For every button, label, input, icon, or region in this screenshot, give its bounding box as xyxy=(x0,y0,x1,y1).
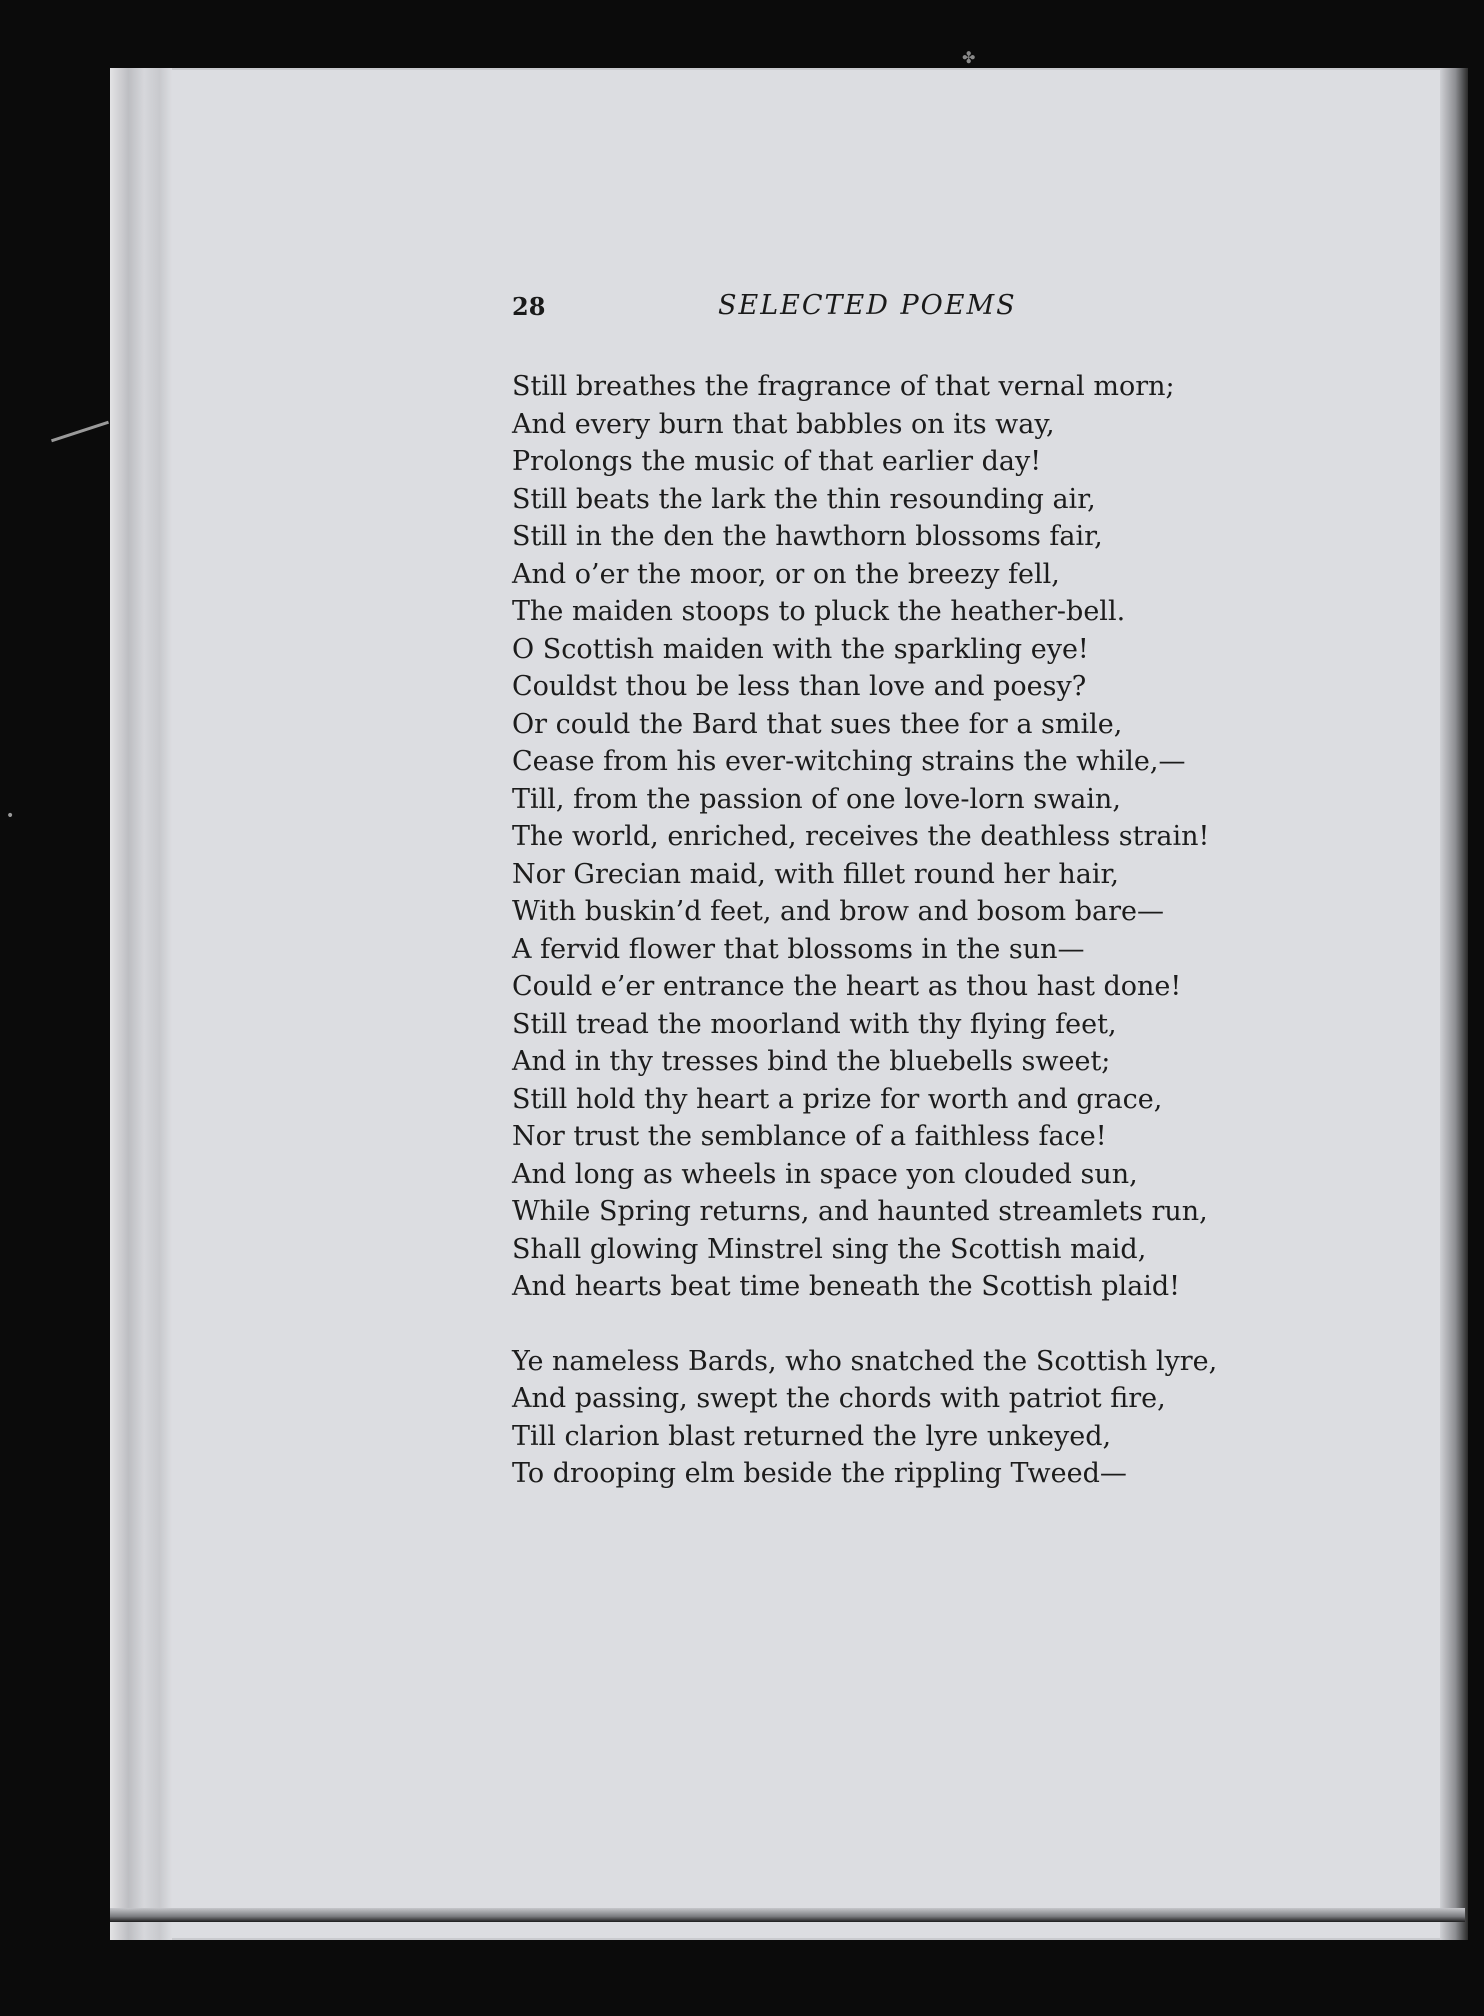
stanza xyxy=(512,1343,1272,1493)
poem-line: O Scottish maiden with the sparkling eye! xyxy=(512,633,1089,665)
poem-line: And o’er the moor, or on the breezy fell, xyxy=(512,558,1060,590)
scan-stray-mark xyxy=(51,421,109,442)
poem-line: Ye nameless Bards, who snatched the Scottish lyre, xyxy=(512,1345,1218,1377)
poem-line: The maiden stoops to pluck the heather-bell. xyxy=(512,596,1126,627)
poem-line: Could e’er entrance the heart as thou hast done! xyxy=(512,971,1182,1002)
poem-line: Still beats the lark the thin resounding air, xyxy=(512,483,1096,515)
poem-body xyxy=(512,368,1272,1493)
poem-line: Prolongs the music of that earlier day! xyxy=(512,446,1042,477)
poem-line: Still tread the moorland with thy flying feet, xyxy=(512,1008,1117,1040)
poem-line: Or could the Bard that sues thee for a smile, xyxy=(512,708,1123,740)
poem-line: Till, from the passion of one love-lorn swain, xyxy=(512,783,1121,815)
poem-line: And passing, swept the chords with patriot fire, xyxy=(512,1383,1166,1414)
poem-line: And in thy tresses bind the bluebells sweet; xyxy=(512,1046,1111,1077)
page-bottom-edge xyxy=(110,1908,1465,1922)
poem-line: Still breathes the fragrance of that vernal morn; xyxy=(512,371,1175,402)
scan-dust-mark: • xyxy=(6,808,15,824)
stanza xyxy=(512,368,1272,1306)
page-number: 28 xyxy=(512,292,546,321)
poem-line: And every burn that babbles on its way, xyxy=(512,408,1055,440)
poem-line: To drooping elm beside the rippling Tweed— xyxy=(512,1458,1127,1489)
scan-speck-mark: ✤ xyxy=(962,48,976,67)
poem-line: And long as wheels in space yon clouded sun, xyxy=(512,1158,1138,1190)
poem-line: Couldst thou be less than love and poesy? xyxy=(512,671,1087,702)
page-header xyxy=(0,292,1484,332)
page-right-edge xyxy=(1440,68,1468,1940)
poem-line: Still in the den the hawthorn blossoms fair, xyxy=(512,521,1103,552)
poem-line: Still hold thy heart a prize for worth and grace, xyxy=(512,1083,1163,1115)
poem-line: Nor Grecian maid, with fillet round her hair, xyxy=(512,858,1119,890)
poem-line: Till clarion blast returned the lyre unkeyed, xyxy=(512,1420,1112,1452)
poem-line: Shall glowing Minstrel sing the Scottish maid, xyxy=(512,1233,1147,1265)
poem-line: Nor trust the semblance of a faithless face! xyxy=(512,1121,1107,1152)
poem-line: And hearts beat time beneath the Scottish plaid! xyxy=(512,1271,1181,1302)
poem-line: While Spring returns, and haunted streamlets run, xyxy=(512,1196,1208,1227)
poem-line: Cease from his ever-witching strains the while,— xyxy=(512,746,1186,777)
poem-line: A fervid flower that blossoms in the sun— xyxy=(512,933,1085,965)
page-binding-gutter xyxy=(110,68,172,1940)
poem-line: With buskin’d feet, and brow and bosom bare— xyxy=(512,896,1165,927)
poem-line: The world, enriched, receives the deathless strain! xyxy=(512,821,1210,852)
running-head: SELECTED POEMS xyxy=(718,290,1017,321)
